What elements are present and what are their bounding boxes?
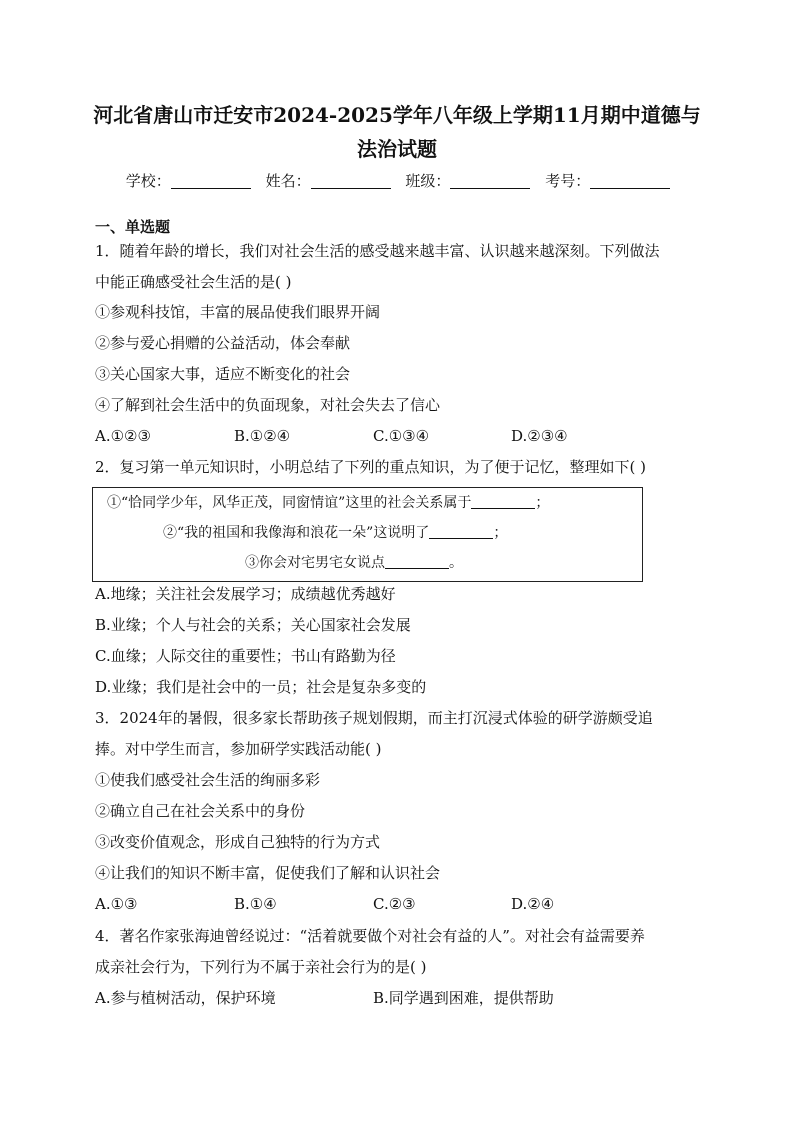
q2-summary-box xyxy=(92,487,643,582)
q2-box-text-2: ②“我的祖国和我像海和浪花一朵”这说明了 xyxy=(163,525,430,541)
q1-stem-line-2: 中能正确感受社会生活的是( ) xyxy=(95,273,292,291)
q2-box-end-2: ； xyxy=(493,525,508,541)
title-line-1: 河北省唐山市迁安市2024-2025学年八年级上学期11月期中道德与 xyxy=(93,103,701,127)
q4-stem-line-2: 成亲社会行为，下列行为不属于亲社会行为的是( ) xyxy=(95,958,427,976)
class-label: 班级： xyxy=(405,172,451,190)
q4-option-b[interactable]: B.同学遇到困难，提供帮助 xyxy=(373,989,554,1007)
fill-blank xyxy=(471,494,535,509)
q3-stem-line-1: 3．2024年的暑假，很多家长帮助孩子规划假期，而主打沉浸式体验的研学游颇受追 xyxy=(95,709,653,727)
q2-box-end-1: ； xyxy=(535,495,550,511)
q3-item-3: ③改变价值观念，形成自己独特的行为方式 xyxy=(95,833,381,851)
exam-number-label: 考号： xyxy=(545,172,591,190)
q2-box-line-3 xyxy=(245,553,463,573)
title-line-2: 法治试题 xyxy=(357,137,437,161)
school-label: 学校： xyxy=(125,172,171,190)
fill-blank xyxy=(385,554,449,569)
q4-stem-line-1: 4．著名作家张海迪曾经说过：“活着就要做个对社会有益的人”。对社会有益需要养 xyxy=(95,927,645,945)
name-label: 姓名： xyxy=(265,172,311,190)
q2-option-c[interactable]: C.血缘；人际交往的重要性；书山有路勤为径 xyxy=(95,647,396,665)
q1-stem-line-1: 1．随着年龄的增长，我们对社会生活的感受越来越丰富、认识越来越深刻。下列做法 xyxy=(95,242,660,260)
q1-option-d[interactable]: D.②③④ xyxy=(511,427,568,445)
q2-stem: 2．复习第一单元知识时，小明总结了下列的重点知识，为了便于记忆，整理如下( ) xyxy=(95,458,647,476)
q1-item-3: ③关心国家大事，适应不断变化的社会 xyxy=(95,365,351,383)
q3-option-c[interactable]: C.②③ xyxy=(373,895,416,913)
name-blank[interactable] xyxy=(311,173,391,189)
fill-blank xyxy=(429,524,493,539)
q2-option-a[interactable]: A.地缘；关注社会发展学习；成绩越优秀越好 xyxy=(95,585,396,603)
exam-number-blank[interactable] xyxy=(590,173,670,189)
exam-title xyxy=(60,98,734,166)
q3-option-a[interactable]: A.①③ xyxy=(95,895,138,913)
school-blank[interactable] xyxy=(171,173,251,189)
q1-item-2: ②参与爱心捐赠的公益活动，体会奉献 xyxy=(95,334,351,352)
section-heading: 一、单选题 xyxy=(95,218,171,236)
q2-box-end-3: 。 xyxy=(449,555,463,571)
q3-option-b[interactable]: B.①④ xyxy=(234,895,277,913)
q3-item-1: ①使我们感受社会生活的绚丽多彩 xyxy=(95,771,321,789)
q1-option-b[interactable]: B.①②④ xyxy=(234,427,291,445)
q2-option-d[interactable]: D.业缘；我们是社会中的一员；社会是复杂多变的 xyxy=(95,678,427,696)
q2-box-text-3: ③你会对宅男宅女说点 xyxy=(245,555,385,571)
q3-item-4: ④让我们的知识不断丰富，促使我们了解和认识社会 xyxy=(95,864,441,882)
q3-item-2: ②确立自己在社会关系中的身份 xyxy=(95,802,306,820)
q2-box-text-1: ①“恰同学少年，风华正茂，同窗情谊”这里的社会关系属于 xyxy=(107,495,472,511)
q1-item-4: ④了解到社会生活中的负面现象，对社会失去了信心 xyxy=(95,396,441,414)
q2-box-line-2 xyxy=(163,523,507,543)
q1-option-a[interactable]: A.①②③ xyxy=(95,427,151,445)
class-blank[interactable] xyxy=(450,173,530,189)
q2-box-line-1 xyxy=(107,493,549,513)
q4-option-a[interactable]: A.参与植树活动，保护环境 xyxy=(95,989,276,1007)
q3-option-d[interactable]: D.②④ xyxy=(511,895,555,913)
q3-stem-line-2: 捧。对中学生而言，参加研学实践活动能( ) xyxy=(95,740,382,758)
q1-item-1: ①参观科技馆，丰富的展品使我们眼界开阔 xyxy=(95,303,381,321)
q2-option-b[interactable]: B.业缘；个人与社会的关系；关心国家社会发展 xyxy=(95,616,411,634)
q1-option-c[interactable]: C.①③④ xyxy=(373,427,430,445)
student-info-row xyxy=(0,170,794,191)
